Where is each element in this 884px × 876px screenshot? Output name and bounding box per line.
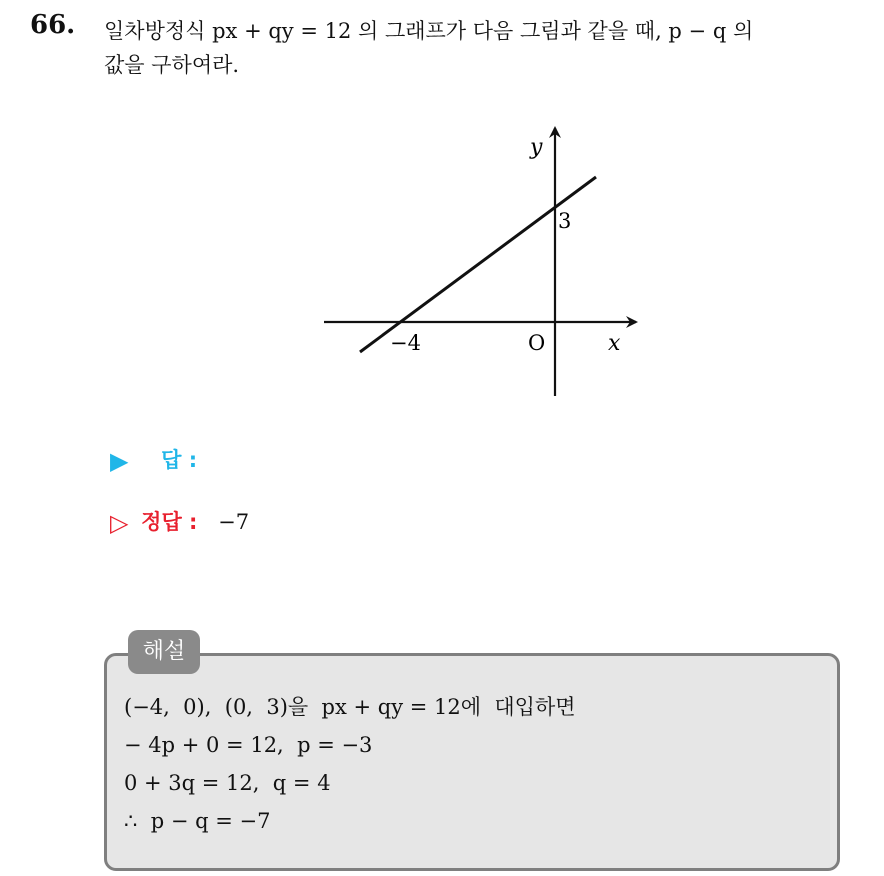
solution-tab: 해설	[128, 630, 200, 674]
x-axis-label: x	[608, 331, 621, 356]
y-intercept-label: 3	[558, 209, 572, 233]
question-line-2: 값을 구하여라.	[104, 53, 240, 77]
solution-line-1: (−4, 0), (0, 3)을 px + qy = 12에 대입하면	[124, 695, 576, 719]
question-line-1: 일차방정식 px + qy = 12 의 그래프가 다음 그림과 같을 때, p − q 의	[104, 19, 754, 43]
graph-line	[360, 177, 596, 352]
correct-answer-label: 정답 :	[141, 510, 198, 534]
filled-triangle-icon: ▶	[110, 447, 129, 475]
answer-label: 답 :	[161, 448, 198, 472]
correct-answer-row	[110, 506, 249, 537]
question-number: 66.	[30, 10, 76, 40]
question-text	[104, 14, 874, 82]
line-graph	[318, 122, 648, 402]
solution-line-3: 0 + 3q = 12, q = 4	[124, 771, 331, 795]
solution-lines	[124, 688, 576, 840]
answer-row	[110, 444, 197, 475]
solution-line-2: − 4p + 0 = 12, p = −3	[124, 733, 373, 757]
correct-answer-value: −7	[218, 510, 250, 534]
origin-label: O	[528, 331, 546, 355]
solution-line-4: ∴ p − q = −7	[124, 809, 271, 833]
y-axis-label: y	[530, 135, 543, 160]
open-triangle-icon: ▷	[110, 509, 129, 537]
x-intercept-label: −4	[390, 331, 421, 355]
